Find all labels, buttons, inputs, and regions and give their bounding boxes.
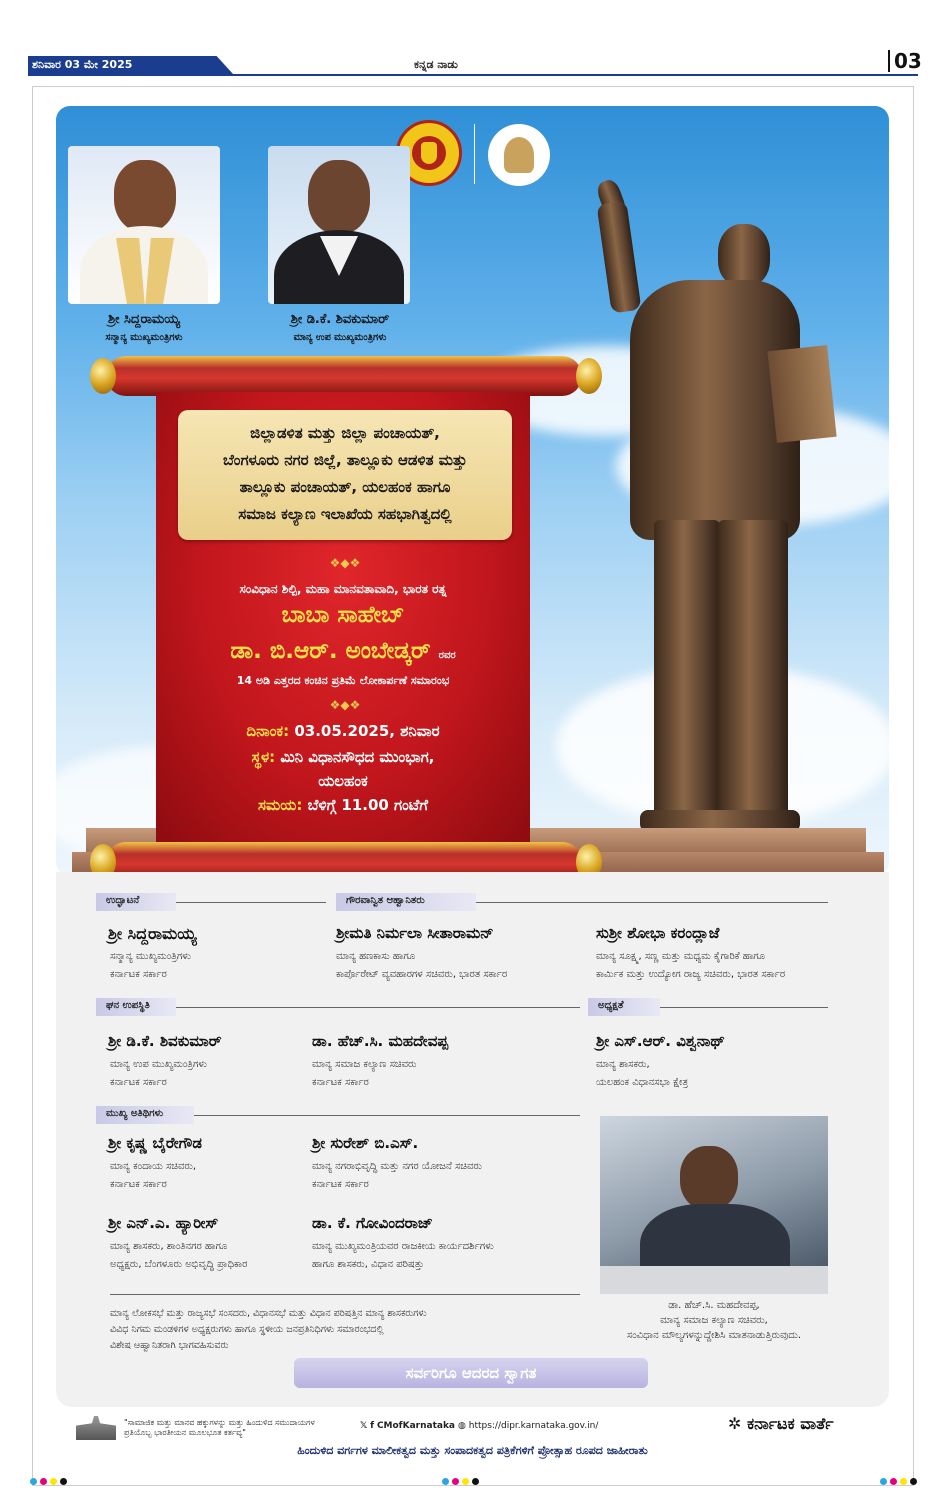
section-presence: ಘನ ಉಪಸ್ಥಿತಿ (96, 998, 176, 1016)
leader-name-2: ಶ್ರೀ ಡಿ.ಕೆ. ಶಿವಕುಮಾರ್ (290, 312, 390, 327)
newspaper-name: ಕನ್ನಡ ನಾಡು (414, 58, 458, 71)
note-rule (110, 1294, 580, 1295)
venue-label: ಸ್ಥಳ: (251, 748, 276, 766)
guest-desc: ಮಾನ್ಯ ಹಣಕಾಸು ಹಾಗೂ ಕಾರ್ಪೊರೇಟ್ ವ್ಯವಹಾರಗಳ ಸಚಿವರು, ಭಾರತ ಸರ್ಕಾರ (336, 951, 508, 980)
logo-divider (474, 124, 475, 184)
venue-value: ಮಿನಿ ವಿಧಾನಸೌಧದ ಮುಂಭಾಗ, (280, 748, 435, 766)
organiser-line: ಬೆಂಗಳೂರು ನಗರ ಜಿಲ್ಲೆ, ತಾಲ್ಲೂಕು ಆಡಳಿತ ಮತ್ತು (222, 451, 468, 469)
organisers-box (178, 410, 512, 540)
section-rule (176, 1007, 580, 1008)
header-rule (28, 74, 918, 76)
guest-desc: ಮಾನ್ಯ ಮುಖ್ಯಮಂತ್ರಿಯವರ ರಾಜಕೀಯ ಕಾರ್ಯದರ್ಶಿಗಳು ಹಾಗೂ ಶಾಸಕರು, ವಿಧಾನ ಪರಿಷತ್ತು (312, 1241, 494, 1270)
guest-name: ಡಾ. ಕೆ. ಗೋವಿಂದರಾಜ್ (312, 1214, 433, 1232)
ornament-divider: ❖◆❖ (329, 698, 361, 712)
portrait-shivakumar (268, 146, 410, 304)
section-rule (660, 1007, 828, 1008)
portrait-siddaramaiah (68, 146, 220, 304)
ambedkar-name-2-text: ಡಾ. ಬಿ.ಆರ್. ಅಂಬೇಡ್ಕರ್ (230, 638, 431, 664)
leader-name-1: ಶ್ರೀ ಸಿದ್ದರಾಮಯ್ಯ (108, 312, 180, 327)
social-handle: CMofKarnataka (376, 1421, 455, 1431)
section-rule (476, 902, 828, 903)
guest-name: ಶ್ರೀ ಎಸ್.ಆರ್. ವಿಶ್ವನಾಥ್ (596, 1032, 725, 1050)
guest-desc: ಮಾನ್ಯ ಸೂಕ್ಷ್ಮ, ಸಣ್ಣ ಮತ್ತು ಮಧ್ಯಮ ಕೈಗಾರಿಕೆ ಹಾಗೂ ಕಾರ್ಮಿಕ ಮತ್ತು ಉದ್ಯೋಗ ರಾಜ್ಯ ಸಚಿವರು, ಭಾರತ ಸರ್ಕಾರ (596, 951, 786, 980)
page-header (0, 0, 945, 76)
dipr-logo-icon (488, 124, 550, 186)
ambedkar-name-1: ಬಾಬಾ ಸಾಹೇಬ್ (281, 602, 405, 628)
event-venue (160, 748, 526, 766)
header-date: ಶನಿವಾರ 03 ಮೇ 2025 (32, 58, 133, 71)
leader-title-2: ಮಾನ್ಯ ಉಪ ಮುಖ್ಯಮಂತ್ರಿಗಳು (293, 332, 387, 343)
guest-name: ಶ್ರೀ ಡಿ.ಕೆ. ಶಿವಕುಮಾರ್ (108, 1032, 222, 1050)
print-registration-marks (442, 1478, 479, 1485)
scroll-top-roll (106, 356, 582, 396)
ornament-divider: ❖◆❖ (329, 556, 361, 570)
section-rule (176, 902, 326, 903)
guest-desc: ಮಾನ್ಯ ಶಾಸಕರು, ಯಲಹಂಕ ವಿಧಾನಸಭಾ ಕ್ಷೇತ್ರ (596, 1059, 689, 1088)
brand-name: ಕರ್ನಾಟಕ ವಾರ್ತೆ (746, 1414, 834, 1433)
section-president: ಅಧ್ಯಕ್ಷತೆ (588, 998, 660, 1016)
footer-credit: ಹಿಂದುಳಿದ ವರ್ಗಗಳ ಮಾಲೀಕತ್ವದ ಮತ್ತು ಸಂಪಾದಕತ್ವದ ಪತ್ರಿಕೆಗಳಿಗೆ ಪ್ರೋತ್ಸಾಹ ರೂಪದ ಜಾಹೀರಾತು (297, 1444, 648, 1457)
ambedkar-name-2 (160, 638, 526, 664)
time-value: ಬೆಳಿಗ್ಗೆ 11.00 ಗಂಟೆಗೆ (307, 796, 428, 814)
facebook-icon: f (370, 1421, 375, 1431)
section-chief-guests: ಮುಖ್ಯ ಅತಿಥಿಗಳು (96, 1106, 194, 1124)
date-value: 03.05.2025, ಶನಿವಾರ (294, 722, 440, 740)
guest-desc: ಮಾನ್ಯ ಸಮಾಜ ಕಲ್ಯಾಣ ಸಚಿವರು ಕರ್ನಾಟಕ ಸರ್ಕಾರ (312, 1059, 417, 1088)
ambedkar-epithet: ಸಂವಿಧಾನ ಶಿಲ್ಪಿ, ಮಹಾ ಮಾನವತಾವಾದಿ, ಭಾರತ ರತ್ನ (239, 582, 447, 596)
scroll-knob (90, 358, 116, 394)
print-registration-marks (30, 1478, 67, 1485)
organiser-line: ತಾಲ್ಲೂಕು ಪಂಚಾಯತ್, ಯಲಹಂಕ ಹಾಗೂ (239, 478, 451, 496)
footer-quote: "ಸಾಮಾಜಿಕ ಮತ್ತು ಮಾನವ ಹಕ್ಕುಗಳನ್ನು ಮತ್ತು ಹಿಂದುಳಿದ ಸಮುದಾಯಗಳ ಪ್ರತಿಯೊಬ್ಬ ಭಾರತೀಯನ ಮೂಲಭೂತ ಕರ್ತವ್ಯ" (124, 1418, 315, 1437)
scroll-knob (576, 358, 602, 394)
ambedkar-statue-image (600, 180, 840, 840)
special-invitees-note: ಮಾನ್ಯ ಲೋಕಸಭೆ ಮತ್ತು ರಾಜ್ಯಸಭೆ ಸಂಸದರು, ವಿಧಾನಸಭೆ ಮತ್ತು ವಿಧಾನ ಪರಿಷತ್ತಿನ ಮಾನ್ಯ ಶಾಸಕರುಗಳು ವಿವಿಧ ನಿಗಮ ಮಂಡಳಿಗಳ ಅಧ್ಯಕ್ಷರುಗಳು ಹಾಗೂ ಸ್ಥಳೀಯ ಜನಪ್ರತಿನಿಧಿಗಳು ಸಮಾರಂಭದಲ್ಲಿ ವಿಶೇಷ ಆಹ್ವಾನಿತರಾಗಿ ಭಾಗವಹಿಸುವರು (110, 1308, 427, 1351)
guest-name: ಶ್ರೀ ಸಿದ್ದರಾಮಯ್ಯ (108, 924, 197, 943)
page-number: 03 (888, 50, 922, 72)
section-inauguration: ಉದ್ಘಾಟನೆ (96, 893, 176, 911)
footer-social[interactable] (360, 1421, 455, 1431)
guest-desc: ಮಾನ್ಯ ನಗರಾಭಿವೃದ್ಧಿ ಮತ್ತು ನಗರ ಯೋಜನೆ ಸಚಿವರು ಕರ್ನಾಟಕ ಸರ್ಕಾರ (312, 1161, 482, 1190)
guest-name: ಡಾ. ಹೆಚ್.ಸಿ. ಮಹದೇವಪ್ಪ (312, 1032, 449, 1050)
footer-website[interactable] (458, 1421, 598, 1431)
website-url: https://dipr.karnataka.gov.in/ (468, 1421, 599, 1431)
guest-desc: ಮಾನ್ಯ ಉಪ ಮುಖ್ಯಮಂತ್ರಿಗಳು ಕರ್ನಾಟಕ ಸರ್ಕಾರ (110, 1059, 208, 1088)
photo-caption: ಡಾ. ಹೆಚ್.ಸಿ. ಮಹದೇವಪ್ಪ, ಮಾನ್ಯ ಸಮಾಜ ಕಲ್ಯಾಣ ಸಚಿವರು, ಸಂವಿಧಾನ ಮೌಲ್ಯಗಳನ್ನುದ್ದೇಶಿಸಿ ಮಾತನಾಡುತ್ತಿರುವುದು. (626, 1300, 802, 1341)
karnataka-varthe-logo (728, 1414, 834, 1434)
guest-name: ಶ್ರೀ ಎನ್.ಎ. ಹ್ಯಾರೀಸ್ (108, 1214, 219, 1232)
time-label: ಸಮಯ: (258, 796, 303, 814)
organiser-line: ಜಿಲ್ಲಾಡಳಿತ ಮತ್ತು ಜಿಲ್ಲಾ ಪಂಚಾಯತ್, (250, 424, 440, 442)
guest-desc: ಮಾನ್ಯ ಕಂದಾಯ ಸಚಿವರು, ಕರ್ನಾಟಕ ಸರ್ಕಾರ (110, 1161, 197, 1190)
guest-name: ಶ್ರೀ ಸುರೇಶ್ ಬಿ.ಎಸ್. (312, 1134, 419, 1152)
welcome-banner: ಸರ್ವರಿಗೂ ಆದರದ ಸ್ವಾಗತ (294, 1358, 648, 1388)
leader-title-1: ಸನ್ಮಾನ್ಯ ಮುಖ್ಯಮಂತ್ರಿಗಳು (105, 332, 183, 343)
section-rule (194, 1115, 580, 1116)
event-date (160, 722, 526, 740)
event-title: 14 ಅಡಿ ಎತ್ತರದ ಕಂಚಿನ ಪ್ರತಿಮೆ ಲೋಕಾರ್ಪಣೆ ಸಮಾರಂಭ (236, 674, 450, 687)
guest-name: ಶ್ರೀಮತಿ ನಿರ್ಮಲಾ ಸೀತಾರಾಮನ್ (336, 924, 494, 942)
event-venue-2: ಯಲಹಂಕ (318, 772, 368, 790)
organiser-line: ಸಮಾಜ ಕಲ್ಯಾಣ ಇಲಾಖೆಯ ಸಹಭಾಗಿತ್ವದಲ್ಲಿ (238, 505, 452, 523)
date-label: ದಿನಾಂಕ: (246, 722, 290, 740)
brand-mark-icon: ✲ (728, 1414, 742, 1433)
ambedkar-name-suffix: ರವರ (438, 650, 456, 661)
guest-desc: ಸನ್ಮಾನ್ಯ ಮುಖ್ಯಮಂತ್ರಿಗಳು ಕರ್ನಾಟಕ ಸರ್ಕಾರ (110, 951, 191, 980)
guest-name: ಸುಶ್ರೀ ಶೋಭಾ ಕರಂದ್ಲಾಜೆ (596, 924, 720, 942)
event-time (160, 796, 526, 814)
globe-icon: ◍ (458, 1421, 466, 1431)
print-registration-marks (880, 1478, 917, 1485)
minister-speaking-photo (600, 1116, 828, 1294)
guest-name: ಶ್ರೀ ಕೃಷ್ಣ ಬೈರೇಗೌಡ (108, 1134, 202, 1152)
x-icon: 𝕏 (360, 1421, 368, 1431)
section-honored: ಗೌರವಾನ್ವಿತ ಆಹ್ವಾನಿತರು (336, 893, 476, 911)
guest-desc: ಮಾನ್ಯ ಶಾಸಕರು, ಶಾಂತಿನಗರ ಹಾಗೂ ಅಧ್ಯಕ್ಷರು, ಬೆಂಗಳೂರು ಅಭಿವೃದ್ಧಿ ಪ್ರಾಧಿಕಾರ (110, 1241, 248, 1270)
